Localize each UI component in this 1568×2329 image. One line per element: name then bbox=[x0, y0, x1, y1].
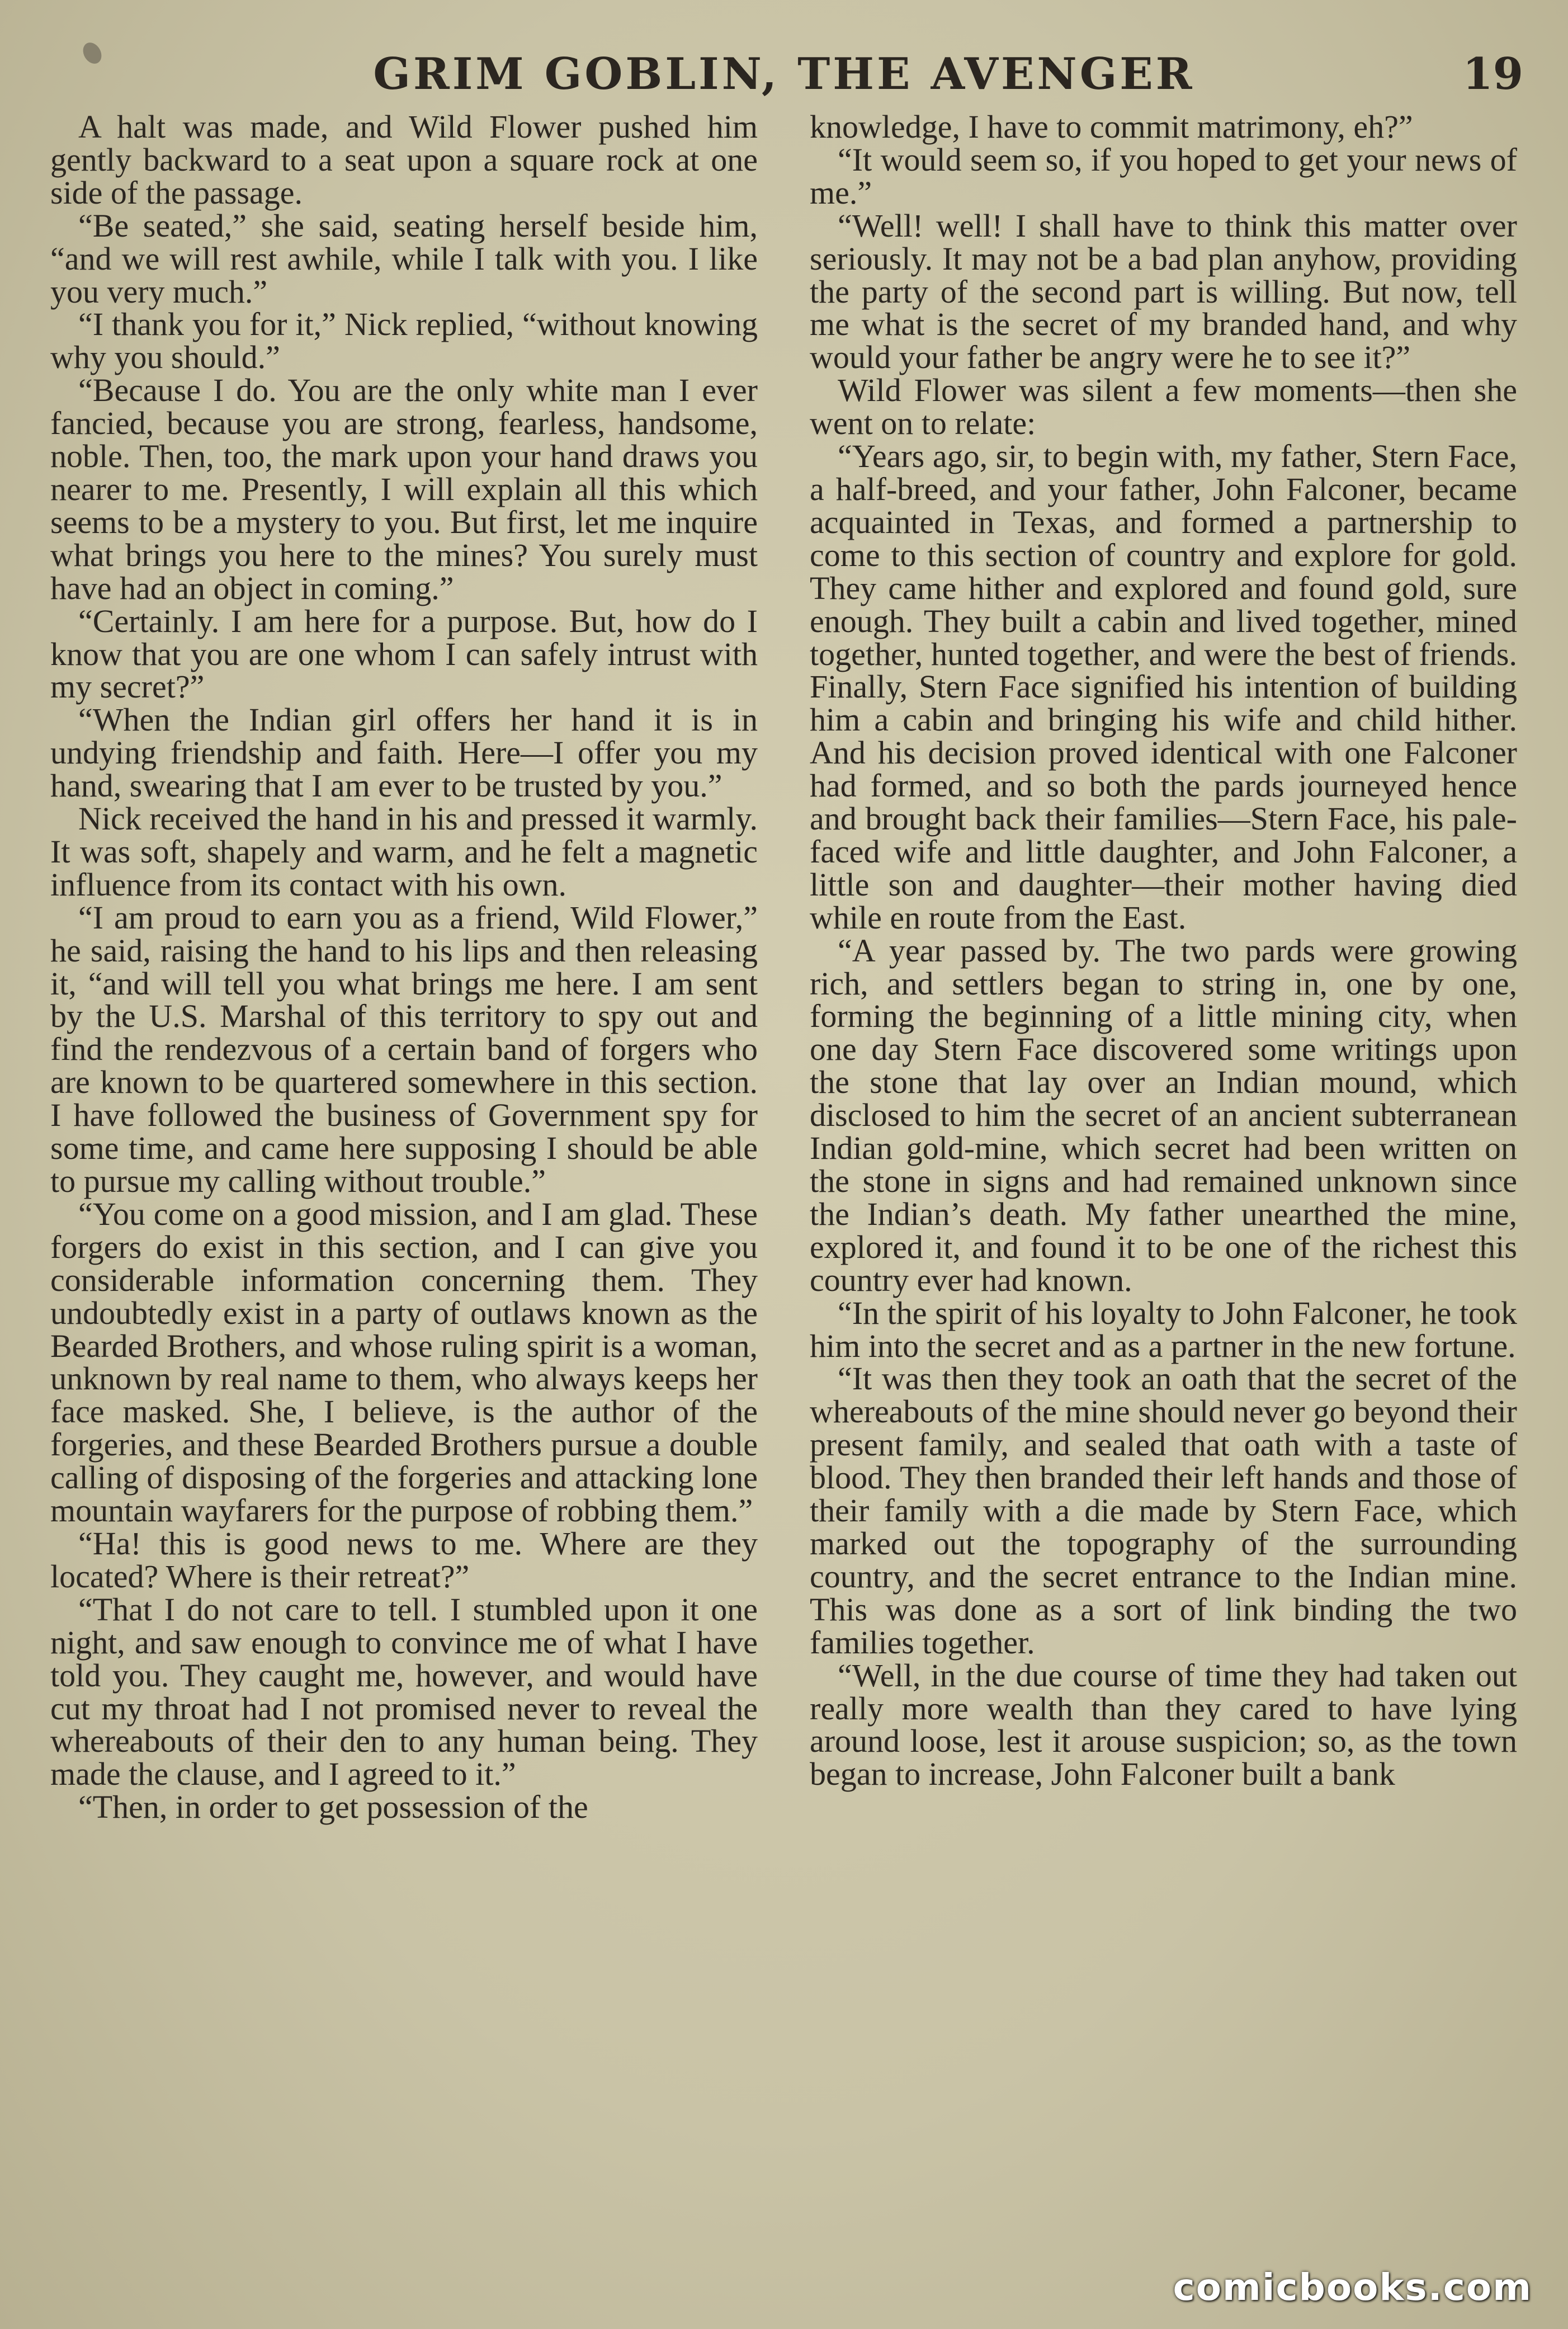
paragraph-continued: knowledge, I have to commit matrimony, eh?” bbox=[810, 111, 1413, 145]
paragraph: “Years ago, sir, to begin with, my father, Stern Face, a half-breed, and your father, John Falconer, became acquainted in Texas, and formed a partnership to come to this section of country and explore for gold. They came hither and explored and found gold, sure enough. They built a cabin and lived together, mined together, hunted together, and were the best of friends. Finally, Stern Face signified his intention of building him a cabin and bringing his wife and child hither. And his decision proved identical with one Falconer had formed, and so both the pards journeyed hence and brought back their families—Stern Face, his pale-faced wife and little daughter, and John Falconer, a little son and daughter—their mother having died while en route from the East. bbox=[810, 438, 1517, 936]
running-title: GRIM GOBLIN, THE AVENGER bbox=[373, 49, 1195, 100]
paragraph: “Then, in order to get possession of the bbox=[78, 1789, 588, 1826]
paragraph: “When the Indian girl offers her hand it is in undying friendship and faith. Here—I offer you my hand, swearing that I am ever to be trusted by you.” bbox=[50, 701, 758, 804]
paragraph: “You come on a good mission, and I am glad. These forgers do exist in this section, and I can give you considerable information concerning them. They undoubtedly exist in a party of outlaws known as the Bearded Brothers, and whose ruling spirit is a woman, unknown by real name to them, who always keeps her face masked. She, I believe, is the author of the forgeries, and these Bearded Brothers pursue a double calling of disposing of the forgeries and attacking lone mountain wayfarers for the purpose of robbing them.” bbox=[50, 1195, 758, 1529]
paragraph: A halt was made, and Wild Flower pushed him gently backward to a seat upon a square rock at one side of the passage. bbox=[50, 111, 758, 211]
paragraph: “Well! well! I shall have to think this matter over seriously. It may not be a bad plan anyhow, providing the party of the second part is willing. But now, tell me what is the secret of my branded hand, and why would your father be angry were he to see it?” bbox=[810, 207, 1517, 376]
right-column bbox=[810, 111, 1517, 2236]
paragraph: “In the spirit of his loyalty to John Falconer, he took him into the secret and as a partner in the new fortune. bbox=[810, 1294, 1517, 1364]
watermark: comicbooks.com bbox=[1173, 2266, 1532, 2309]
paragraph: Nick received the hand in his and pressed it warmly. It was soft, shapely and warm, and he felt a magnetic influence from its contact with his own. bbox=[50, 800, 758, 903]
paragraph: “Be seated,” she said, seating herself beside him, “and we will rest awhile, while I talk with you. I like you very much.” bbox=[50, 207, 758, 310]
left-column bbox=[50, 111, 758, 2236]
paragraph: Wild Flower was silent a few moments—then she went on to relate: bbox=[810, 372, 1517, 442]
paragraph: “It would seem so, if you hoped to get your news of me.” bbox=[810, 141, 1517, 211]
paragraph: “Because I do. You are the only white man I ever fancied, because you are strong, fearless, handsome, noble. Then, too, the mark upon your hand draws you nearer to me. Presently, I will explain all this which seems to be a mystery to you. But first, let me inquire what brings you here to the mines? You surely must have had an object in coming.” bbox=[50, 372, 758, 606]
paragraph: “Ha! this is good news to me. Where are they located? Where is their retreat?” bbox=[50, 1525, 758, 1595]
page-number: 19 bbox=[1462, 49, 1523, 100]
paragraph: “I thank you for it,” Nick replied, “without knowing why you should.” bbox=[50, 306, 758, 376]
page-header bbox=[0, 44, 1568, 105]
paragraph: “I am proud to earn you as a friend, Wild Flower,” he said, raising the hand to his lips and then releasing it, “and will tell you what brings me here. I am sent by the U.S. Marshal of this territory to spy out and find the rendezvous of a certain band of forgers who are known to be quartered somewhere in this section. I have followed the business of Government spy for some time, and came here supposing I should be able to pursue my calling without trouble.” bbox=[50, 899, 758, 1199]
paragraph: “It was then they took an oath that the secret of the whereabouts of the mine should never go beyond their present family, and sealed that oath with a taste of blood. They then branded their left hands and those of their family with a die made by Stern Face, which marked out the topography of the surrounding country, and the secret entrance to the Indian mine. This was done as a sort of link binding the two families together. bbox=[810, 1360, 1517, 1661]
paragraph: “Well, in the due course of time they had taken out really more wealth than they cared to have lying around loose, lest it arouse suspicion; so, as the town began to increase, John Falconer built a bank bbox=[810, 1657, 1517, 1793]
paragraph: “Certainly. I am here for a purpose. But, how do I know that you are one whom I can safely intrust with my secret?” bbox=[50, 602, 758, 705]
paragraph: “A year passed by. The two pards were growing rich, and settlers began to string in, one by one, forming the beginning of a little mining city, when one day Stern Face discovered some writings upon the stone that lay over an Indian mound, which disclosed to him the secret of an ancient subterranean Indian gold-mine, which secret had been written on the stone in signs and had remained unknown since the Indian’s death. My father unearthed the mine, explored it, and found it to be one of the richest this country ever had known. bbox=[810, 932, 1517, 1298]
paragraph: “That I do not care to tell. I stumbled upon it one night, and saw enough to convince me of what I have told you. They caught me, however, and would have cut my throat had I not promised never to reveal the whereabouts of their den to any human being. They made the clause, and I agreed to it.” bbox=[50, 1591, 758, 1793]
